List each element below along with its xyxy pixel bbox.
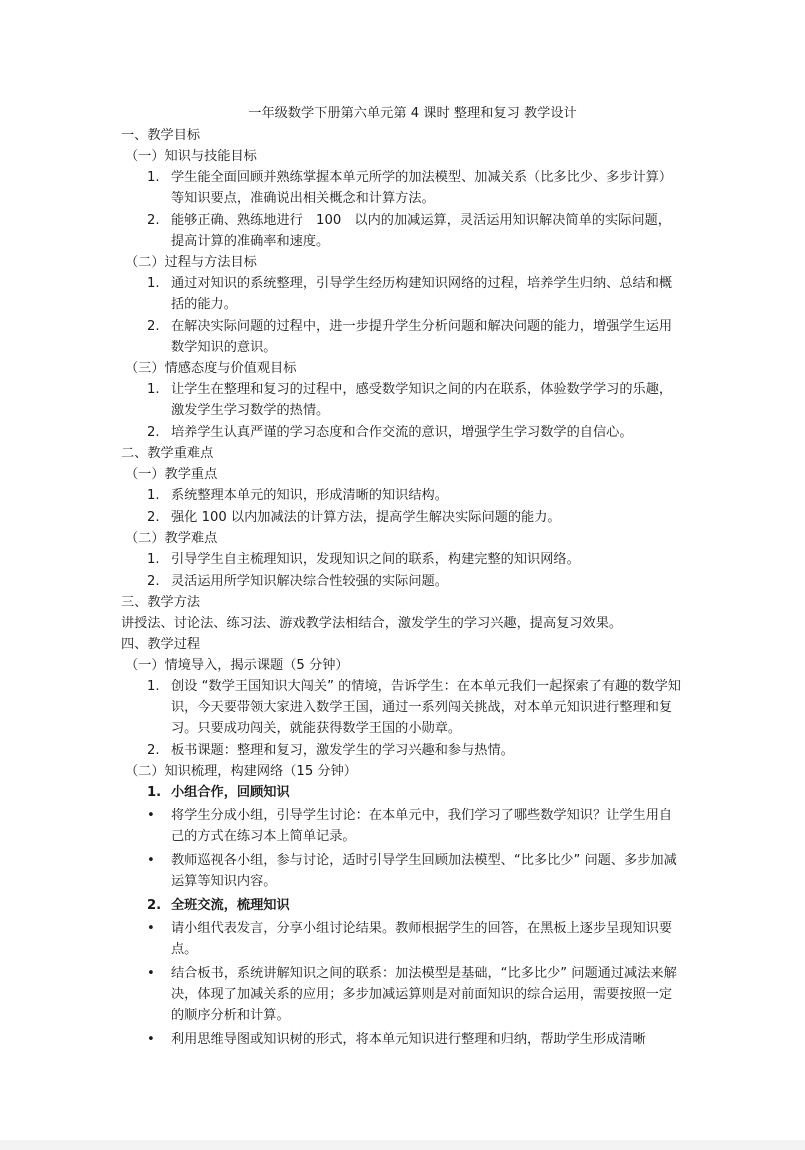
bullet-icon: • <box>147 966 155 981</box>
bold-step-heading <box>121 895 684 916</box>
subsection-heading: （三）情感态度与价值观目标 <box>125 361 297 376</box>
bullet-icon: • <box>147 853 155 868</box>
list-item <box>121 316 684 358</box>
list-number: 1. <box>147 382 160 397</box>
bullet-item <box>121 963 684 1026</box>
list-number: 2. <box>147 743 160 758</box>
list-text: 系统整理本单元的知识，形成清晰的知识结构。 <box>171 488 448 503</box>
step-title: 全班交流，梳理知识 <box>171 898 290 913</box>
bullet-item <box>121 850 684 892</box>
subsection-heading: （二）教学难点 <box>125 531 218 546</box>
list-number: 2. <box>147 574 160 589</box>
bold-step-heading <box>121 782 684 803</box>
subsection-heading: （二）过程与方法目标 <box>125 255 257 270</box>
list-item <box>121 571 684 592</box>
subsection-heading: （一）教学重点 <box>125 467 218 482</box>
list-text: 强化 100 以内加减法的计算方法，提高学生解决实际问题的能力。 <box>171 510 561 525</box>
subsection-heading: （二）知识梳理，构建网络（15 分钟） <box>125 764 357 779</box>
list-item <box>121 740 684 761</box>
list-text: 创设 “数学王国知识大闯关” 的情境，告诉学生：在本单元我们一起探索了有趣的数学知识，今天要带领大家进入数学王国，通过一系列闯关挑战，对本单元知识进行整理和复习。只要成功闯关，就能获得数学王国的小勋章。 <box>171 679 681 736</box>
page-title: 一年级数学下册第六单元第 4 课时 整理和复习 教学设计 <box>248 106 577 121</box>
list-text: 培养学生认真严谨的学习态度和合作交流的意识，增强学生学习数学的自信心。 <box>171 425 633 440</box>
subsection-heading: （一）知识与技能目标 <box>125 149 257 164</box>
list-number: 1. <box>147 552 160 567</box>
list-number: 1. <box>147 488 160 503</box>
step-title: 小组合作，回顾知识 <box>171 785 290 800</box>
list-item <box>121 379 684 421</box>
bullet-icon: • <box>147 1032 155 1047</box>
section-heading: 三、教学方法 <box>121 595 201 610</box>
list-item <box>121 210 684 252</box>
list-text: 让学生在整理和复习的过程中，感受数学知识之间的内在联系，体验数学学习的乐趣，激发学生学习数学的热情。 <box>171 382 673 418</box>
list-number: 2. <box>147 319 160 334</box>
section-heading: 二、教学重难点 <box>121 446 214 461</box>
list-text: 板书课题：整理和复习，激发学生的学习兴趣和参与热情。 <box>171 743 514 758</box>
list-number: 2. <box>147 510 160 525</box>
list-item <box>121 676 684 739</box>
list-text: 能够正确、熟练地进行 100 以内的加减运算，灵活运用知识解决简单的实际问题，提高计算的准确率和速度。 <box>171 213 671 249</box>
list-number: 1. <box>147 170 160 185</box>
bullet-text: 教师巡视各小组，参与讨论，适时引导学生回顾加法模型、“比多比少” 问题、多步加减运算等知识内容。 <box>171 853 677 889</box>
section-heading: 一、教学目标 <box>121 128 201 143</box>
bullet-item <box>121 918 684 960</box>
list-number: 1. <box>147 276 160 291</box>
section-heading: 四、教学过程 <box>121 637 201 652</box>
list-text: 引导学生自主梳理知识，发现知识之间的联系，构建完整的知识网络。 <box>171 552 580 567</box>
bullet-text: 利用思维导图或知识树的形式，将本单元知识进行整理和归纳，帮助学生形成清晰 <box>171 1032 646 1047</box>
list-item <box>121 549 684 570</box>
bullet-text: 请小组代表发言，分享小组讨论结果。教师根据学生的回答，在黑板上逐步呈现知识要点。 <box>171 921 673 957</box>
list-number: 2. <box>147 425 160 440</box>
list-number: 1. <box>147 679 160 694</box>
list-item <box>121 485 684 506</box>
list-item <box>121 167 684 209</box>
bullet-icon: • <box>147 921 155 936</box>
list-item <box>121 507 684 528</box>
list-number: 2. <box>147 898 162 913</box>
bullet-text: 结合板书，系统讲解知识之间的联系：加法模型是基础，“比多比少” 问题通过减法来解决，体现了加减关系的应用；多步加减运算则是对前面知识的综合运用，需要按照一定的顺序分析和计算。 <box>171 966 677 1023</box>
list-text: 在解决实际问题的过程中，进一步提升学生分析问题和解决问题的能力，增强学生运用数学知识的意识。 <box>171 319 673 355</box>
bullet-icon: • <box>147 808 155 823</box>
paragraph: 讲授法、讨论法、练习法、游戏教学法相结合，激发学生的学习兴趣，提高复习效果。 <box>121 616 623 631</box>
bullet-item <box>121 1029 684 1050</box>
list-number: 2. <box>147 213 160 228</box>
list-number: 1. <box>147 785 162 800</box>
bullet-text: 将学生分成小组，引导学生讨论：在本单元中，我们学习了哪些数学知识？让学生用自己的方式在练习本上简单记录。 <box>171 808 673 844</box>
list-text: 灵活运用所学知识解决综合性较强的实际问题。 <box>171 574 448 589</box>
list-text: 学生能全面回顾并熟练掌握本单元所学的加法模型、加减关系（比多比少、多步计算）等知识要点，准确说出相关概念和计算方法。 <box>171 170 673 206</box>
subsection-heading: （一）情境导入，揭示课题（5 分钟） <box>125 658 349 673</box>
list-item <box>121 273 684 315</box>
list-item <box>121 422 684 443</box>
list-text: 通过对知识的系统整理，引导学生经历构建知识网络的过程，培养学生归纳、总结和概括的能力。 <box>171 276 673 312</box>
bullet-item <box>121 805 684 847</box>
